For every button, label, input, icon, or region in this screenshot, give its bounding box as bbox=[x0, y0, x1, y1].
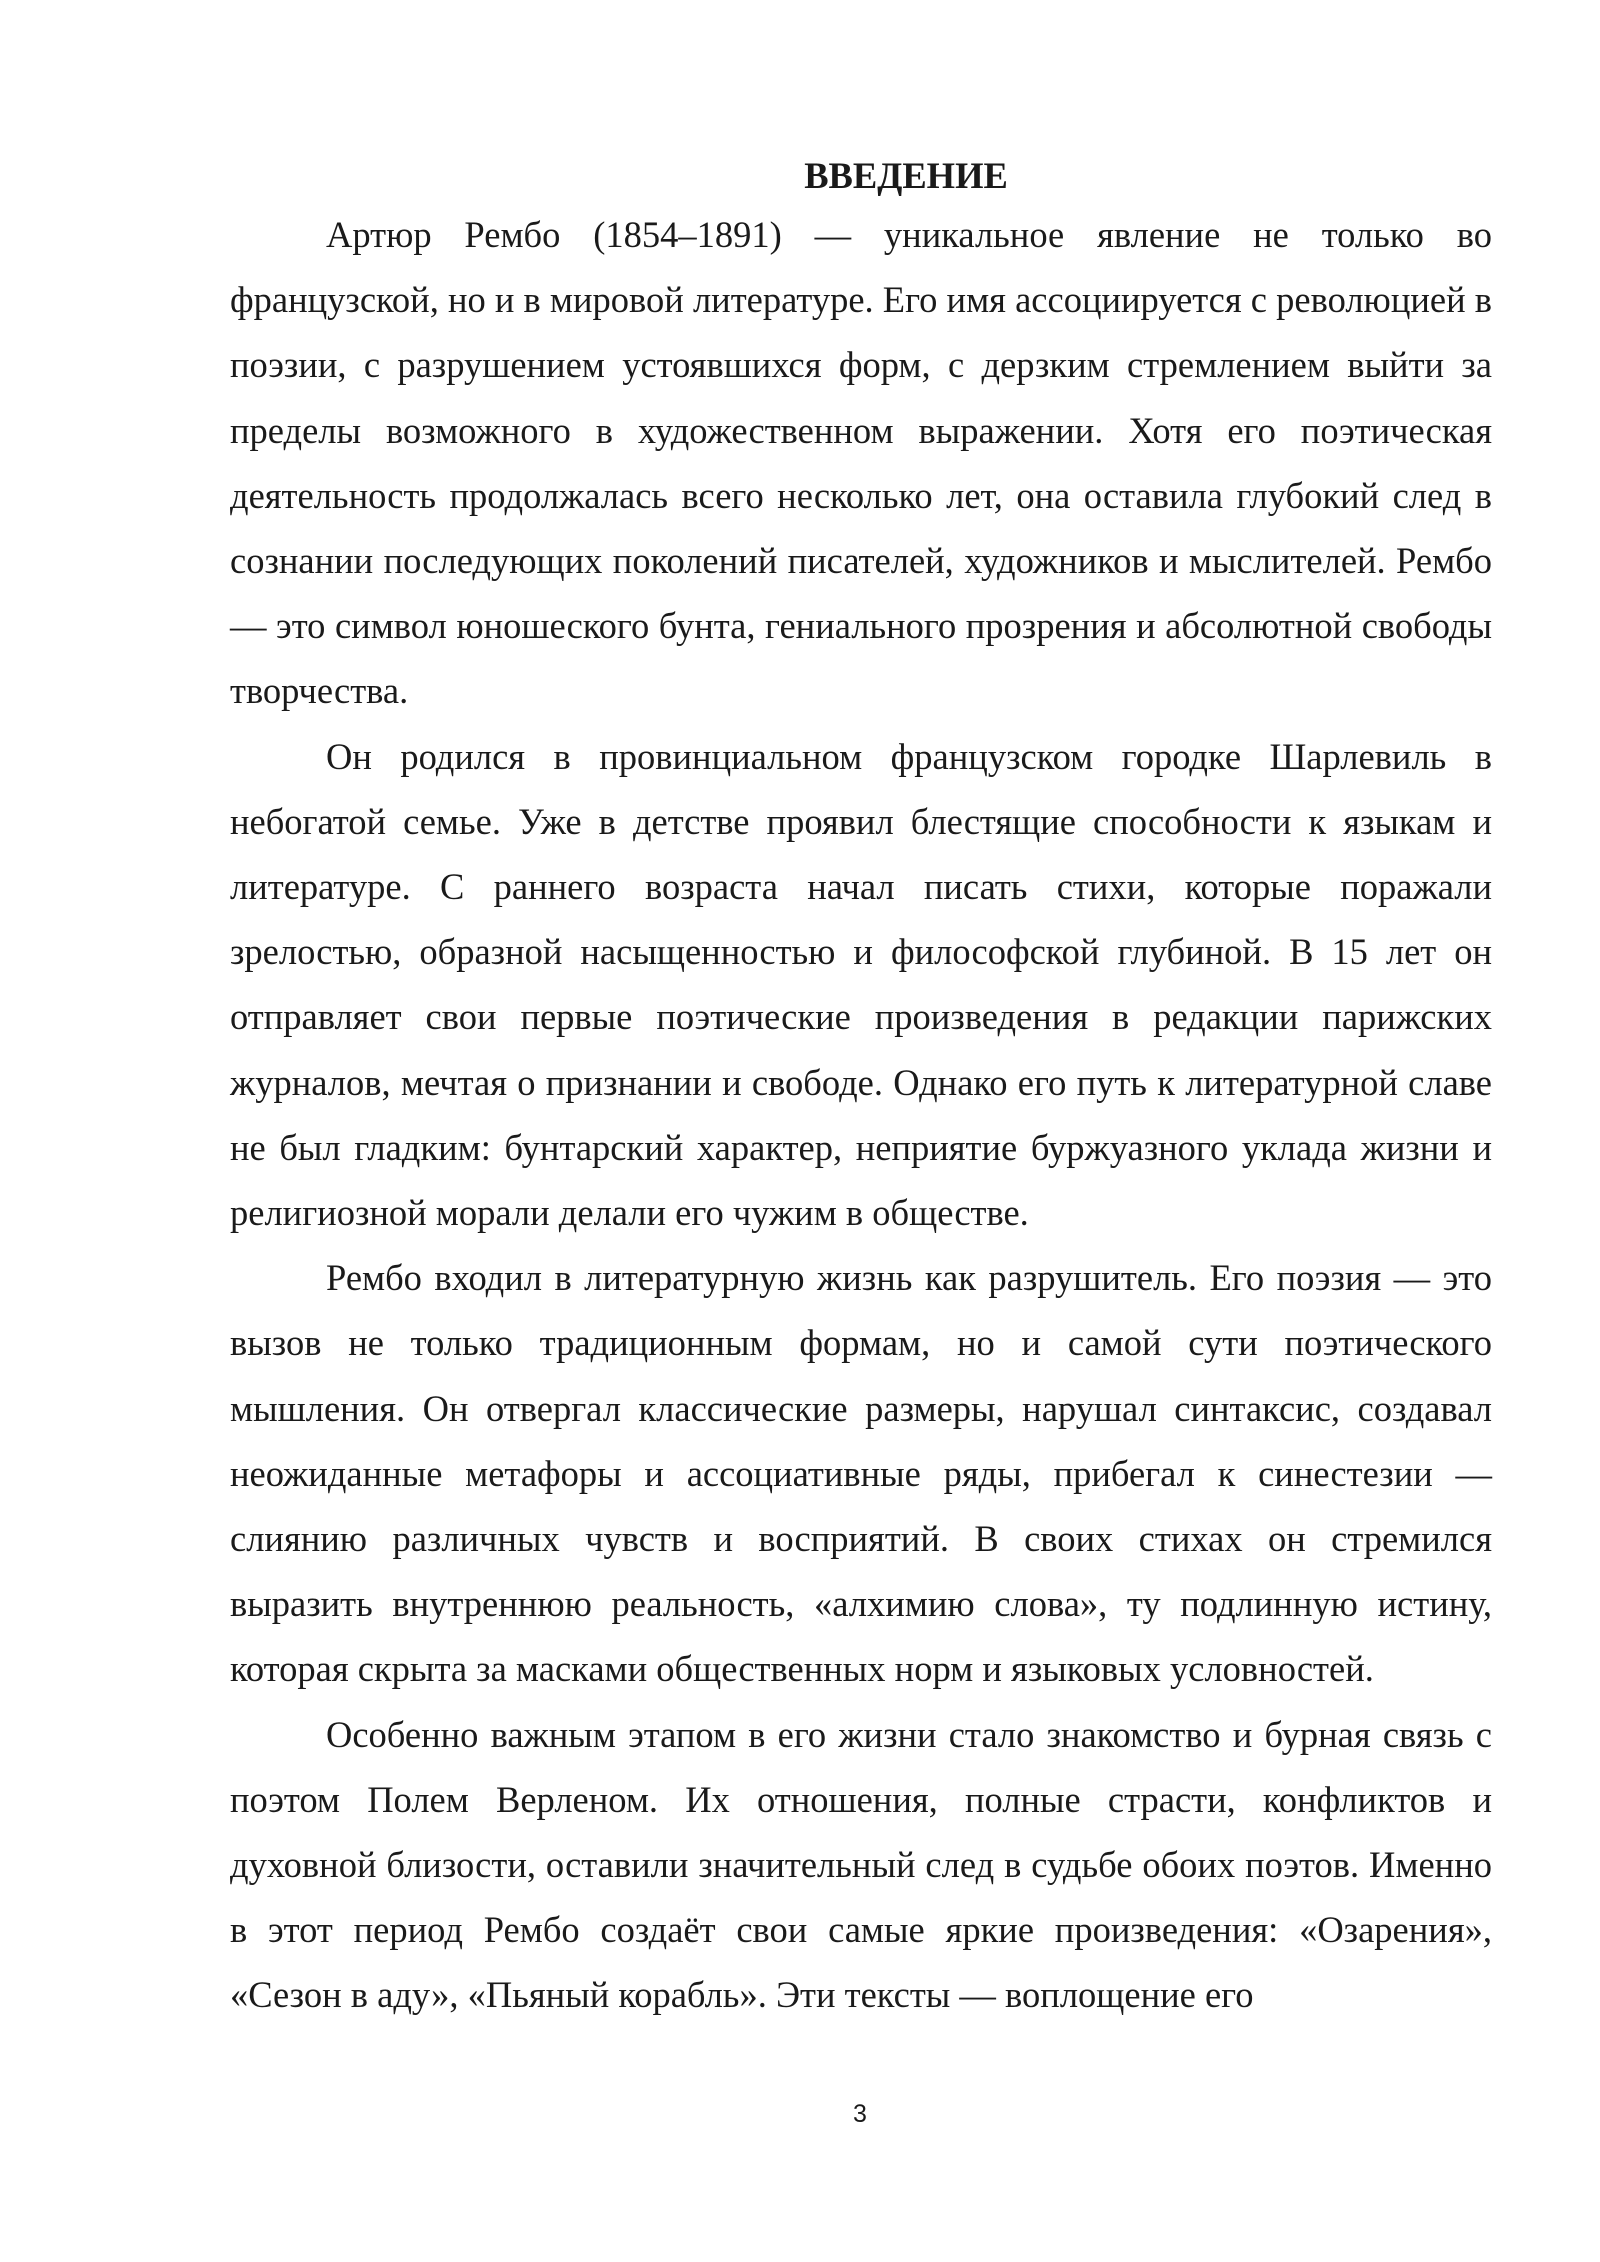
section-heading: ВВЕДЕНИЕ bbox=[804, 155, 1008, 196]
page-content bbox=[230, 150, 1492, 2028]
page-number: 3 bbox=[853, 2100, 867, 2128]
paragraph-1: Артюр Рембо (1854–1891) — уникальное явление не только во французской, но и в мировой литературе. Его имя ассоциируется с революцией в поэзии, с разрушением устоявшихся форм, с дерзким стремлением выйти за пределы возможного в художественном выражении. Хотя его поэтическая деятельность продолжалась всего несколько лет, она оставила глубокий след в сознании последующих поколений писателей, художников и мыслителей. Рембо — это символ юношеского бунта, гениального прозрения и абсолютной свободы творчества. bbox=[230, 214, 1492, 712]
paragraph-2: Он родился в провинциальном французском городке Шарлевиль в небогатой семье. Уже в детстве проявил блестящие способности к языкам и литературе. С раннего возраста начал писать стихи, которые поражали зрелостью, образной насыщенностью и философской глубиной. В 15 лет он отправляет свои первые поэтические произведения в редакции парижских журналов, мечтая о признании и свободе. Однако его путь к литературной славе не был гладким: бунтарский характер, неприятие буржуазного уклада жизни и религиозной морали делали его чужим в обществе. bbox=[230, 735, 1492, 1234]
paragraph-4: Особенно важным этапом в его жизни стало знакомство и бурная связь с поэтом Полем Верленом. Их отношения, полные страсти, конфликтов и духовной близости, оставили значительный след в судьбе обоих поэтов. Именно в этот период Рембо создаёт свои самые яркие произведения: «Озарения», «Сезон в аду», «Пьяный корабль». Эти тексты — воплощение его bbox=[230, 1713, 1492, 2016]
paragraph-3: Рембо входил в литературную жизнь как разрушитель. Его поэзия — это вызов не только традиционным формам, но и самой сути поэтического мышления. Он отвергал классические размеры, нарушал синтаксис, создавал неожиданные метафоры и ассоциативные ряды, прибегал к синестезии — слиянию различных чувств и восприятий. В своих стихах он стремился выразить внутреннюю реальность, «алхимию слова», ту подлинную истину, которая скрыта за масками общественных норм и языковых условностей. bbox=[230, 1257, 1492, 1690]
